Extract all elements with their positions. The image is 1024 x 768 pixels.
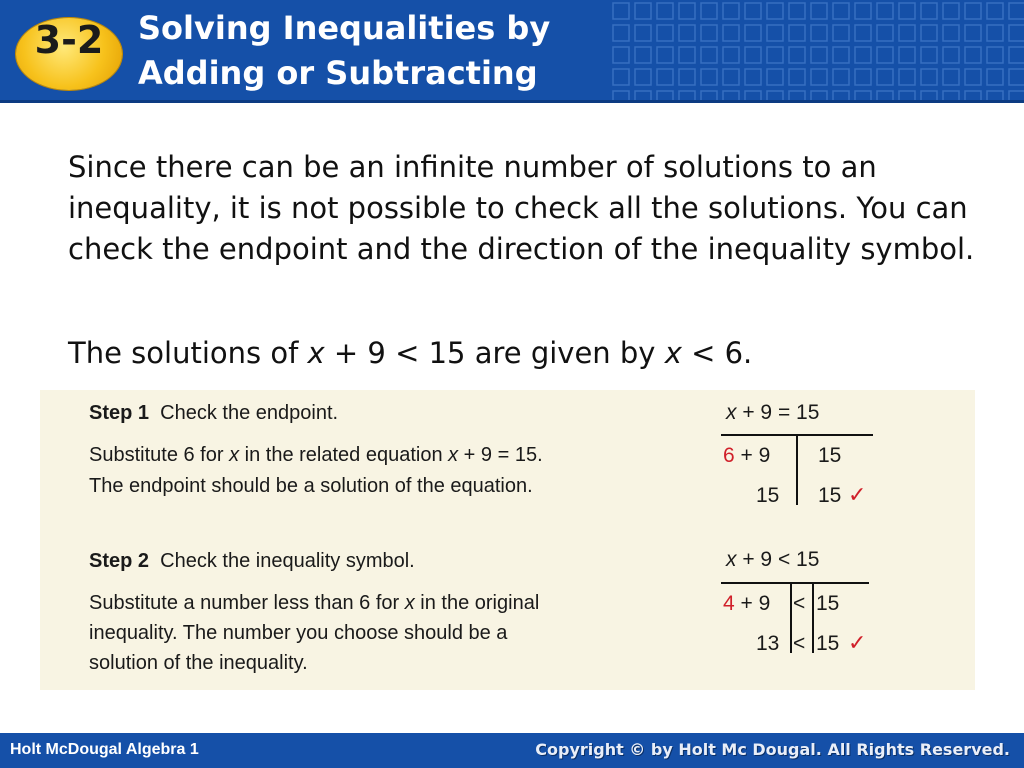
page-title <box>138 6 550 96</box>
step2-text-line3: solution of the inequality. <box>89 652 308 674</box>
intro-paragraph: Since there can be an infinite number of solutions to an inequality, it is not possible to check all the solutions. You can check the endpoint and the direction of the inequality symbol. <box>68 150 975 266</box>
step1-text-line1: Substitute 6 for x in the related equation x + 9 = 15. <box>89 444 543 466</box>
steps-panel <box>40 390 975 690</box>
step2-text-line2: inequality. The number you choose should be a <box>89 622 508 644</box>
lesson-number: 3-2 <box>34 18 104 62</box>
step2-row1-left: 4 + 9 <box>723 592 771 615</box>
footer-bar <box>0 733 1024 768</box>
step2-title: Step 2 Check the inequality symbol. <box>89 550 415 572</box>
title-line-2: Adding or Subtracting <box>138 54 538 92</box>
step1-table-divider <box>796 435 798 505</box>
step1-row1-right: 15 <box>818 444 842 467</box>
step2-row1-symbol: < <box>793 592 806 615</box>
step2-row2-right: 15 <box>816 632 840 655</box>
header-bar <box>0 0 1024 103</box>
footer-book-title: Holt McDougal Algebra 1 <box>10 741 199 758</box>
step1-text-line2: The endpoint should be a solution of the equation. <box>89 475 533 497</box>
step2-table-divider-right <box>812 583 814 653</box>
step1-row1-left: 6 + 9 <box>723 444 771 467</box>
step2-table-top-rule <box>721 582 869 584</box>
step1-title: Step 1 Check the endpoint. <box>89 402 339 424</box>
footer-copyright: Copyright © by Holt Mc Dougal. All Rights Reserved. <box>535 740 1010 759</box>
solutions-statement: The solutions of x + 9 < 15 are given by x < 6. <box>68 336 753 370</box>
step1-equation-header: x + 9 = 15 <box>726 401 820 424</box>
step1-row2-right: 15 <box>818 484 842 507</box>
header-divider <box>0 100 1024 103</box>
grid-pattern-decoration <box>610 0 1024 103</box>
lesson-badge <box>16 18 122 90</box>
title-line-1: Solving Inequalities by <box>138 9 551 47</box>
step1-row2-left: 15 <box>756 484 780 507</box>
step1-check-icon: ✓ <box>848 483 867 508</box>
step2-table-divider-left <box>790 583 792 653</box>
step2-row2-symbol: < <box>793 632 806 655</box>
step2-text-line1: Substitute a number less than 6 for x in the original <box>89 592 540 614</box>
step2-check-icon: ✓ <box>848 631 867 656</box>
step2-row2-left: 13 <box>756 632 780 655</box>
step2-inequality-header: x + 9 < 15 <box>726 548 820 571</box>
step2-row1-right: 15 <box>816 592 840 615</box>
